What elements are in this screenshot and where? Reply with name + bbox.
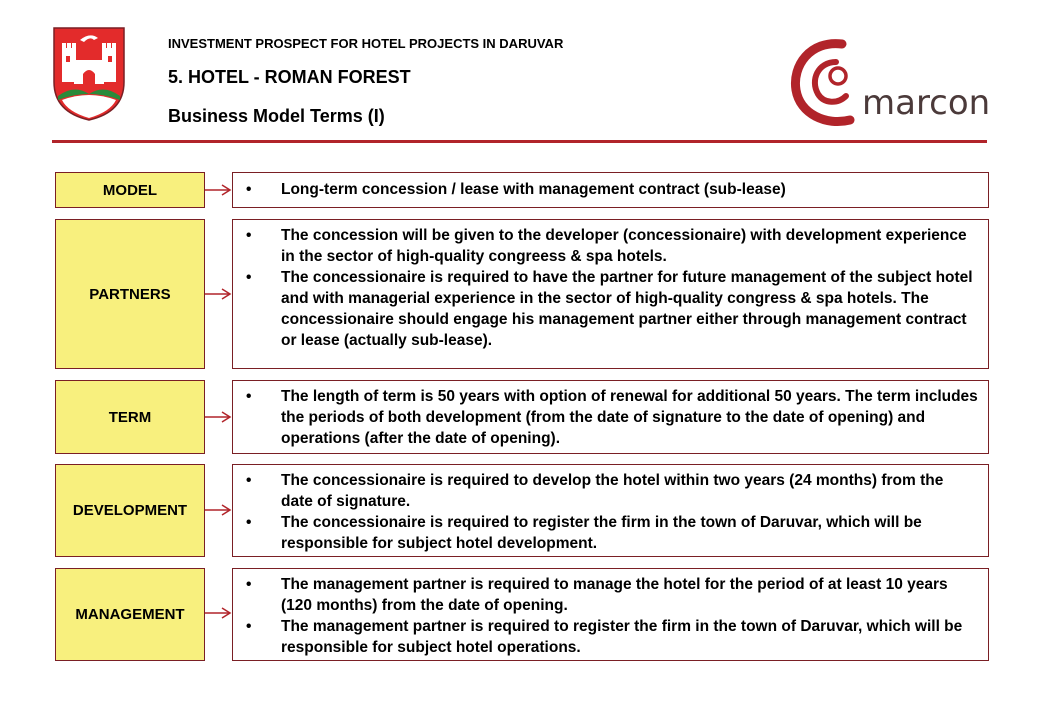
list-item: • The concession will be given to the developer (concessionaire) with development experience in the sector of high-quality congreess & spa hotels. xyxy=(243,225,978,267)
label-model: MODEL xyxy=(55,172,205,208)
list-item: • The length of term is 50 years with option of renewal for additional 50 years. The term includes the periods of both development (from the date of signature to the date of opening) and operations (after the date of opening). xyxy=(243,386,978,449)
label-partners: PARTNERS xyxy=(55,219,205,369)
development-details xyxy=(232,464,989,557)
list-item: • The management partner is required to register the firm in the town of Daruvar, which will be responsible for subject hotel operations. xyxy=(243,616,978,658)
arrow-icon xyxy=(205,183,233,197)
term-details xyxy=(232,380,989,454)
management-details xyxy=(232,568,989,661)
list-item: • The management partner is required to manage the hotel for the period of at least 10 years (120 months) from the date of opening. xyxy=(243,574,978,616)
marcon-logo xyxy=(790,36,990,128)
list-item: • Long-term concession / lease with management contract (sub-lease) xyxy=(243,179,978,200)
arrow-icon xyxy=(205,503,233,517)
list-item: • The concessionaire is required to register the firm in the town of Daruvar, which will be responsible for subject hotel development. xyxy=(243,512,978,554)
model-details xyxy=(232,172,989,208)
arrow-icon xyxy=(205,606,233,620)
list-item: • The concessionaire is required to have the partner for future management of the subject hotel and with managerial experience in the sector of high-quality congress & spa hotels. The concessionaire should engage his management partner either through management contract or lease (actually sub-lease). xyxy=(243,267,978,351)
label-management: MANAGEMENT xyxy=(55,568,205,661)
arrow-icon xyxy=(205,410,233,424)
label-development: DEVELOPMENT xyxy=(55,464,205,557)
section-title: 5. HOTEL - ROMAN FOREST xyxy=(168,67,411,87)
coat-of-arms-crest xyxy=(52,26,126,122)
list-item: • The concessionaire is required to develop the hotel within two years (24 months) from the date of signature. xyxy=(243,470,978,512)
logo-wordmark: marcon xyxy=(862,83,990,123)
arrow-icon xyxy=(205,287,233,301)
label-term: TERM xyxy=(55,380,205,454)
header-divider xyxy=(52,140,987,143)
page-subtitle: Business Model Terms (I) xyxy=(168,106,385,126)
document-supertitle: INVESTMENT PROSPECT FOR HOTEL PROJECTS IN DARUVAR xyxy=(168,36,564,51)
partners-details xyxy=(232,219,989,369)
